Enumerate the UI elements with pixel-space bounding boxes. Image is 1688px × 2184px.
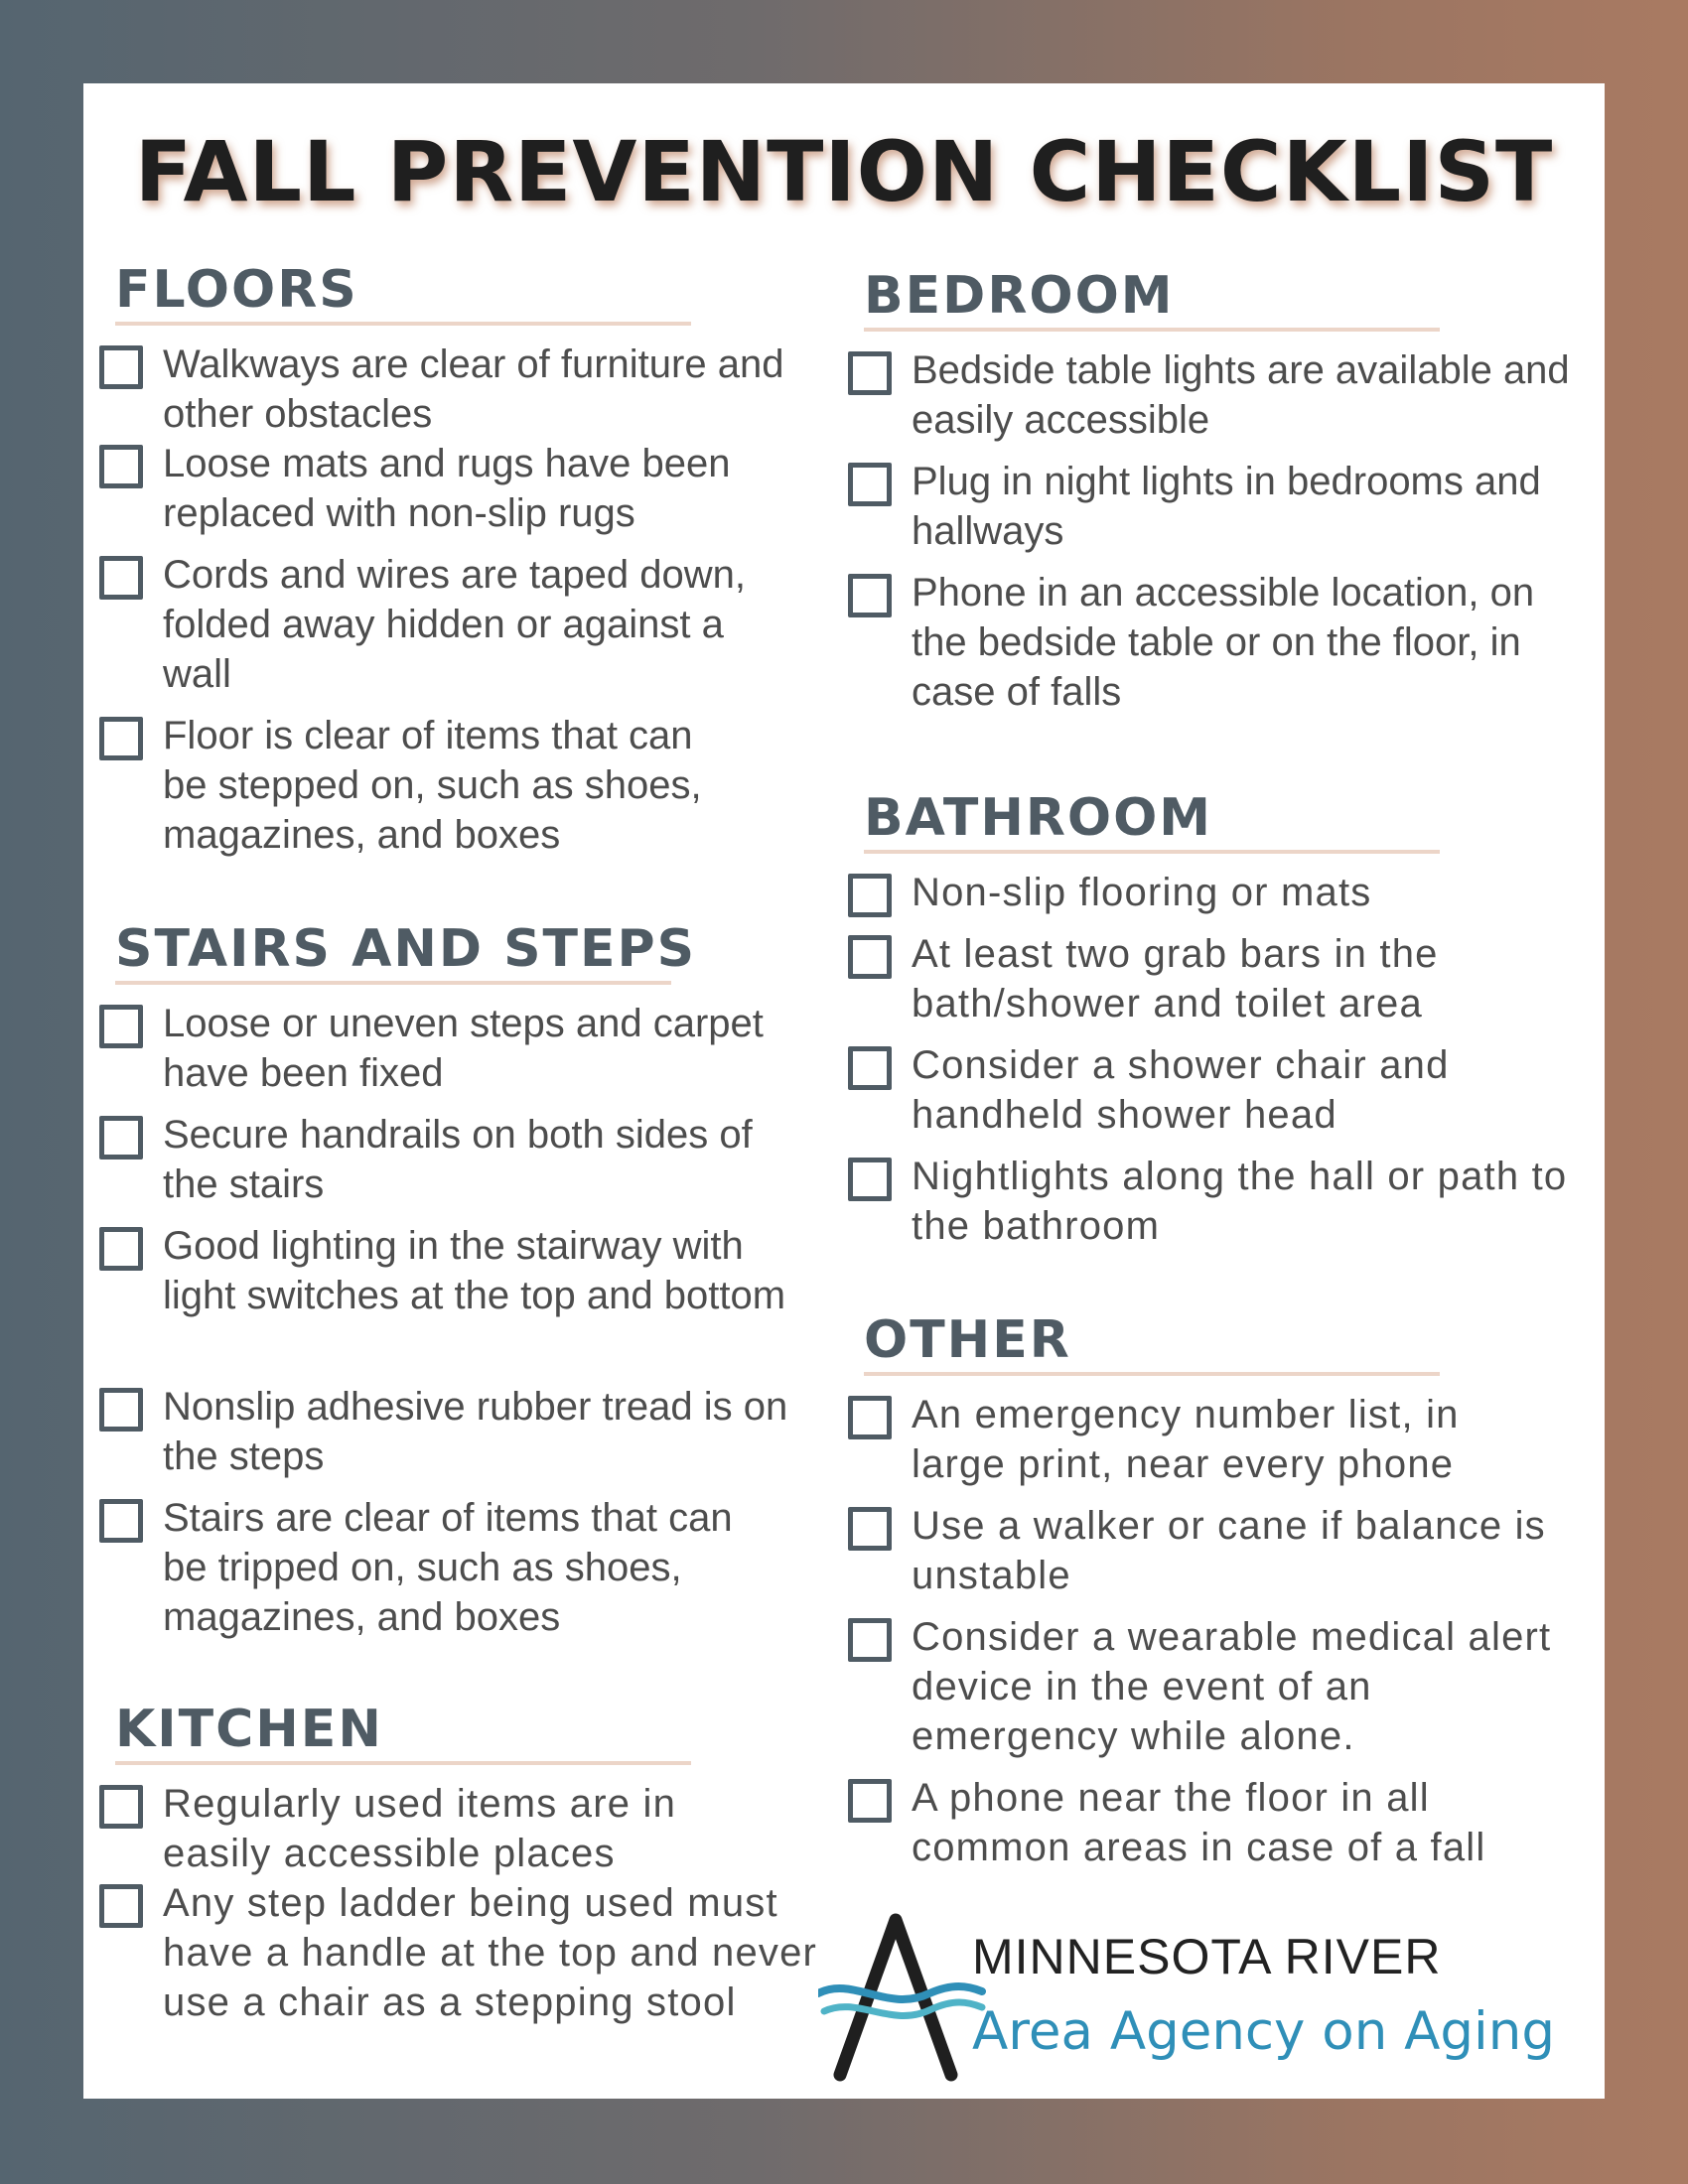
item-label: An emergency number list, in large print, near every phone: [912, 1393, 1460, 1486]
checklist-page: [83, 83, 1605, 2099]
section-stairs: [99, 919, 834, 985]
river-a-icon: [818, 1906, 987, 2085]
checkbox[interactable]: [99, 1005, 143, 1048]
section-kitchen: [99, 1700, 834, 1765]
checkbox[interactable]: [99, 1499, 143, 1543]
section-divider: [115, 1761, 691, 1765]
checkbox[interactable]: [848, 351, 892, 395]
section-heading: KITCHEN: [115, 1700, 383, 1759]
item-label: A phone near the floor in all common areas in case of a fall: [912, 1776, 1486, 1869]
checkbox[interactable]: [848, 874, 892, 917]
checkbox[interactable]: [99, 556, 143, 600]
item-label: Consider a wearable medical alert device in the event of an emergency while alone.: [912, 1615, 1552, 1758]
checkbox[interactable]: [99, 445, 143, 488]
section-heading: STAIRS AND STEPS: [115, 919, 697, 979]
section-heading: OTHER: [864, 1310, 1071, 1370]
item-label: Regularly used items are in easily accessible places: [163, 1782, 677, 1875]
item-label: Plug in night lights in bedrooms and hallways: [912, 460, 1541, 553]
page-title: FALL PREVENTION CHECKLIST: [134, 123, 1554, 220]
checkbox[interactable]: [99, 1388, 143, 1432]
item-label: Use a walker or cane if balance is unstable: [912, 1504, 1546, 1597]
section-divider: [864, 328, 1440, 332]
checkbox[interactable]: [848, 1618, 892, 1662]
item-label: Any step ladder being used must have a handle at the top and never use a chair as a stepping stool: [163, 1881, 818, 2024]
item-label: Floor is clear of items that can be stepped on, such as shoes, magazines, and boxes: [163, 714, 702, 857]
checkbox[interactable]: [848, 1507, 892, 1551]
section-divider: [864, 850, 1440, 854]
section-heading: FLOORS: [115, 260, 358, 320]
checkbox[interactable]: [99, 1227, 143, 1271]
item-label: Phone in an accessible location, on the bedside table or on the floor, in case of falls: [912, 571, 1535, 714]
logo-line-2: Area Agency on Aging: [972, 2001, 1555, 2062]
item-label: Non-slip flooring or mats: [912, 871, 1372, 914]
checkbox[interactable]: [848, 1779, 892, 1823]
item-label: Consider a shower chair and handheld shower head: [912, 1043, 1450, 1137]
checkbox[interactable]: [99, 1116, 143, 1160]
logo-line-1: MINNESOTA RIVER: [972, 1929, 1442, 1984]
section-heading: BATHROOM: [864, 788, 1213, 848]
section-other: [848, 1310, 1593, 1376]
item-label: Nonslip adhesive rubber tread is on the steps: [163, 1385, 788, 1478]
item-label: Loose mats and rugs have been replaced with non-slip rugs: [163, 442, 731, 535]
item-label: Walkways are clear of furniture and other obstacles: [163, 342, 784, 436]
checkbox[interactable]: [848, 1046, 892, 1090]
checkbox[interactable]: [848, 1396, 892, 1439]
checkbox[interactable]: [99, 717, 143, 760]
item-label: Bedside table lights are available and easily accessible: [912, 348, 1570, 442]
checkbox[interactable]: [848, 935, 892, 979]
checkbox[interactable]: [99, 1785, 143, 1829]
item-label: Good lighting in the stairway with light switches at the top and bottom: [163, 1224, 786, 1317]
checkbox[interactable]: [848, 574, 892, 617]
checkbox[interactable]: [99, 345, 143, 389]
item-label: Stairs are clear of items that can be tripped on, such as shoes, magazines, and boxes: [163, 1496, 733, 1639]
item-label: Cords and wires are taped down, folded away hidden or against a wall: [163, 553, 746, 696]
checkbox[interactable]: [848, 463, 892, 506]
organization-logo: [818, 1906, 1573, 2085]
section-heading: BEDROOM: [864, 266, 1175, 326]
section-divider: [864, 1372, 1440, 1376]
section-bathroom: [848, 788, 1593, 854]
section-divider: [115, 981, 671, 985]
item-label: Secure handrails on both sides of the stairs: [163, 1113, 753, 1206]
section-bedroom: [848, 266, 1593, 332]
item-label: At least two grab bars in the bath/shower and toilet area: [912, 932, 1439, 1025]
section-divider: [115, 322, 691, 326]
item-label: Loose or uneven steps and carpet have been fixed: [163, 1002, 764, 1095]
checkbox[interactable]: [99, 1884, 143, 1928]
checkbox[interactable]: [848, 1158, 892, 1201]
item-label: Nightlights along the hall or path to the bathroom: [912, 1155, 1568, 1248]
section-floors: [99, 260, 834, 326]
